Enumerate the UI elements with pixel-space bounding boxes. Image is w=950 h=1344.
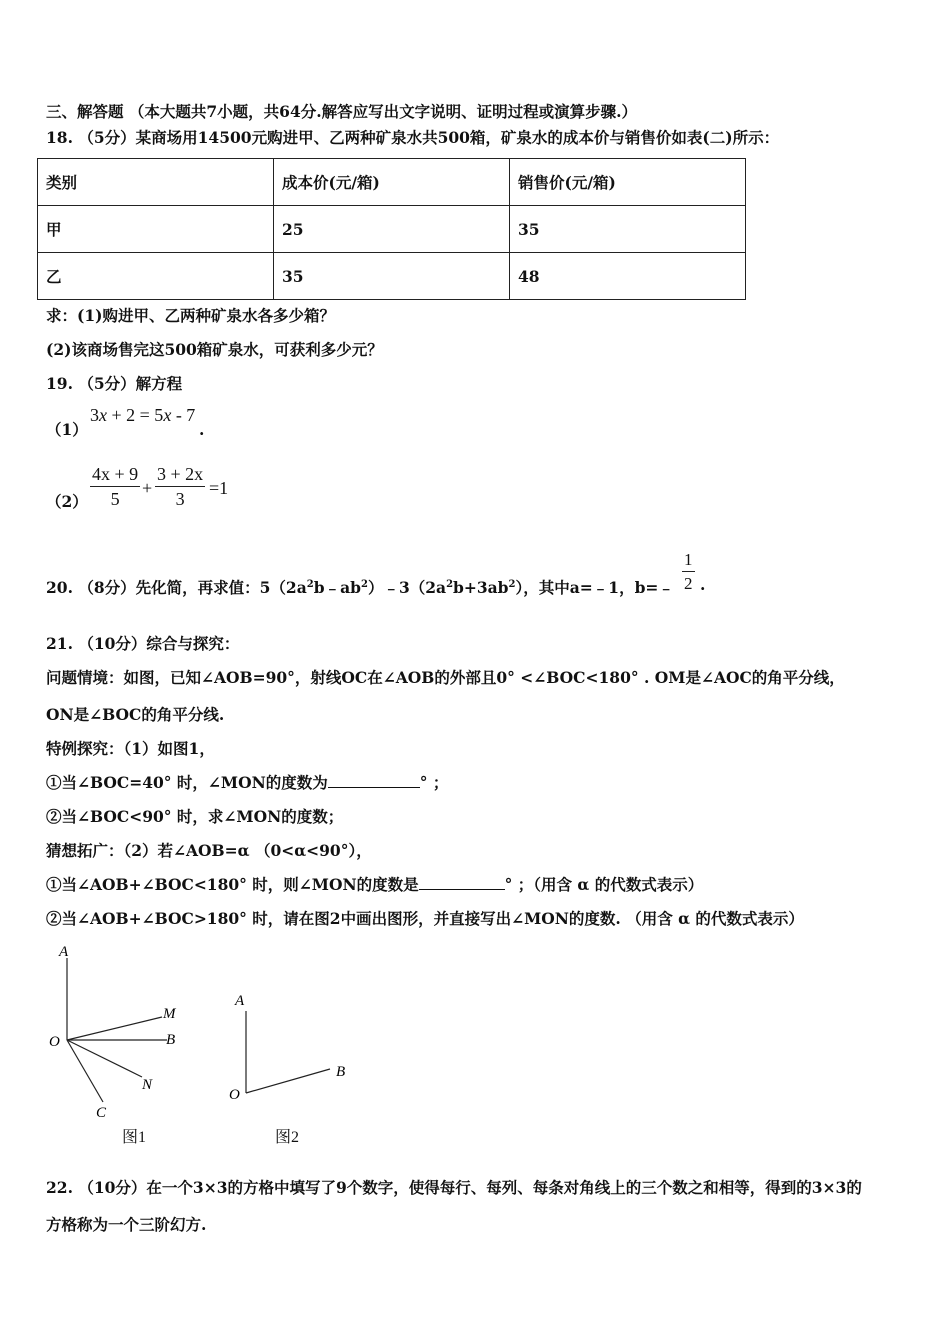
- section-heading: 三、解答题 （本大题共7小题，共64分.解答应写出文字说明、证明过程或演算步骤.）: [46, 102, 638, 121]
- q18-ask2: (2)该商场售完这500箱矿泉水，可获利多少元？: [46, 340, 383, 359]
- fraction-1: [90, 464, 140, 510]
- table-header-cell: 类别: [38, 159, 274, 206]
- figure-1: [40, 940, 200, 1120]
- q19-title: 19. （5分）解方程: [46, 374, 183, 393]
- q19-equation-1: 3x + 2 = 5x - 7: [90, 405, 196, 425]
- equation-2-rhs: =1: [209, 478, 229, 498]
- q21-line1: 问题情境：如图，已知∠AOB=90°，射线OC在∠AOB的外部且0° <∠BOC<180° . OM是∠AOC的角平分线，: [46, 668, 845, 687]
- q21-line8: ②当∠AOB+∠BOC>180° 时，请在图2中画出图形，并直接写出∠MON的度数. （用含 α 的代数式表示）: [46, 909, 804, 928]
- table-row: [38, 253, 746, 300]
- q21-title: 21. （10分）综合与探究：: [46, 634, 240, 653]
- table-row: [38, 206, 746, 253]
- q21-line3: 特例探究：（1）如图1，: [46, 739, 215, 758]
- label-c: C: [96, 1105, 107, 1120]
- label-b: B: [166, 1032, 176, 1048]
- q20-fraction-denominator: 2: [684, 574, 693, 593]
- q20-period: .: [700, 575, 706, 594]
- label-n: N: [142, 1077, 153, 1093]
- label-a: A: [59, 944, 69, 960]
- fraction-2-denominator: 3: [175, 489, 185, 509]
- table-header-cell: 成本价(元/箱): [274, 159, 510, 206]
- q20-fraction: [682, 550, 695, 594]
- figure-1-caption: 图1: [122, 1129, 147, 1146]
- table-header-cell: 销售价(元/箱): [510, 159, 746, 206]
- label-o: O: [229, 1087, 240, 1103]
- table-header-row: [38, 159, 746, 206]
- price-table: [37, 158, 746, 300]
- label-o: O: [49, 1034, 60, 1050]
- table-cell: 乙: [38, 253, 274, 300]
- q19-part1-label: （1）: [46, 420, 88, 439]
- fraction-1-denominator: 5: [110, 489, 120, 509]
- q18-intro: 18. （5分）某商场用14500元购进甲、乙两种矿泉水共500箱，矿泉水的成本价与销售价如表(二)所示：: [46, 128, 780, 147]
- q21-line2: ON是∠BOC的角平分线.: [46, 705, 225, 724]
- table-cell: 甲: [38, 206, 274, 253]
- answer-blank[interactable]: [419, 875, 505, 890]
- table-cell: 35: [510, 206, 746, 253]
- label-a: A: [235, 993, 245, 1009]
- plus-sign: +: [142, 478, 153, 498]
- q19-part2-label: （2）: [46, 492, 88, 511]
- q21-line7: ①当∠AOB+∠BOC<180° 时，则∠MON的度数是 ° ；（用含 α 的代数式表示）: [46, 875, 704, 894]
- table-cell: 48: [510, 253, 746, 300]
- ray-om: [67, 1017, 162, 1040]
- ray-ob: [246, 1069, 330, 1093]
- q21-line6: 猜想拓广：（2）若∠AOB=α （0<α<90°），: [46, 841, 372, 860]
- label-m: M: [163, 1006, 176, 1022]
- q22-line2: 方格称为一个三阶幻方.: [46, 1215, 207, 1234]
- label-b: B: [336, 1064, 346, 1080]
- table-cell: 25: [274, 206, 510, 253]
- q18-ask1: 求：(1)购进甲、乙两种矿泉水各多少箱？: [46, 306, 335, 325]
- answer-blank[interactable]: [328, 773, 420, 788]
- figure-2: [220, 985, 360, 1105]
- q22-line1: 22. （10分）在一个3×3的方格中填写了9个数字，使得每行、每列、每条对角线上的三个数之和相等，得到的3×3的: [46, 1178, 862, 1197]
- q19-equation-1-period: .: [199, 420, 205, 439]
- q20-fraction-numerator: 1: [682, 550, 695, 572]
- q21-line5: ②当∠BOC<90° 时，求∠MON的度数；: [46, 807, 344, 826]
- figure-2-caption: 图2: [275, 1129, 300, 1146]
- fraction-2: [155, 464, 205, 510]
- q21-line4: ①当∠BOC=40° 时，∠MON的度数为 ° ；: [46, 773, 449, 792]
- fraction-1-numerator: 4x + 9: [90, 464, 140, 487]
- q20-text: 20. （8分）先化简，再求值：$5(2a^2b﹣ab^2)﹣3(2a^2b+3ab^2)$，其中a=﹣1，b=﹣: [46, 578, 674, 598]
- table-cell: 35: [274, 253, 510, 300]
- fraction-2-numerator: 3 + 2x: [155, 464, 205, 487]
